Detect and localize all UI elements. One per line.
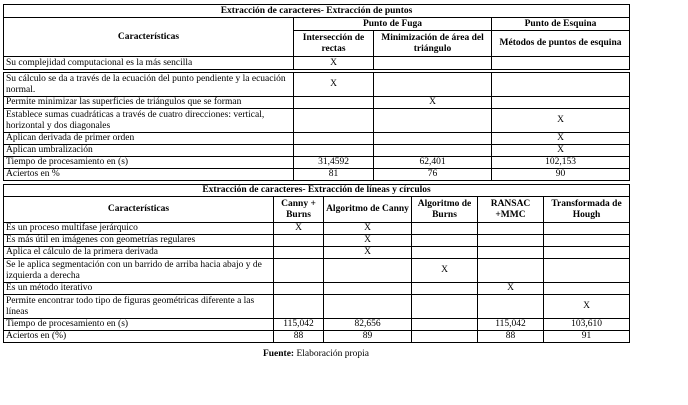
- cell-value: 91: [544, 331, 630, 343]
- cell-value: X: [324, 247, 412, 259]
- cell-value: [294, 145, 374, 157]
- cell-value: 115,042: [274, 319, 324, 331]
- row-label: Aplica el cálculo de la primera derivada: [4, 247, 274, 259]
- cell-value: [274, 259, 324, 283]
- row-label: Aplican derivada de primer orden: [4, 133, 294, 145]
- cell-value: 76: [374, 169, 492, 181]
- cell-value: X: [544, 295, 630, 319]
- row-label: Es un proceso multifase jerárquico: [4, 223, 274, 235]
- cell-value: [274, 283, 324, 295]
- row-label: Es un método iterativo: [4, 283, 274, 295]
- cell-value: [544, 259, 630, 283]
- row-label: Es más útil en imágenes con geometrías regulares: [4, 235, 274, 247]
- cell-value: [324, 283, 412, 295]
- table-row: [4, 73, 630, 97]
- points-extraction-table: [3, 4, 630, 181]
- cell-value: X: [374, 97, 492, 109]
- row-label: Aplican umbralización: [4, 145, 294, 157]
- col-header-minimizacion: Minimización de área del triángulo: [374, 31, 492, 57]
- cell-value: [374, 73, 492, 97]
- group-header-punto-de-fuga: Punto de Fuga: [294, 18, 492, 31]
- table-row: [4, 247, 630, 259]
- col-header-burns: Algoritmo de Burns: [412, 197, 478, 223]
- cell-value: X: [478, 283, 544, 295]
- cell-value: [374, 109, 492, 133]
- cell-value: 89: [324, 331, 412, 343]
- cell-value: [412, 247, 478, 259]
- table1-characteristics-header: Características: [4, 18, 294, 57]
- cell-value: 62,401: [374, 157, 492, 169]
- cell-value: [274, 247, 324, 259]
- cell-value: [412, 223, 478, 235]
- cell-value: [412, 235, 478, 247]
- table-row: [4, 157, 630, 169]
- cell-value: [478, 247, 544, 259]
- col-header-interseccion: Intersección de rectas: [294, 31, 374, 57]
- cell-value: X: [324, 223, 412, 235]
- cell-value: [274, 295, 324, 319]
- cell-value: 81: [294, 169, 374, 181]
- cell-value: [412, 295, 478, 319]
- group-header-punto-de-esquina: Punto de Esquina: [492, 18, 630, 31]
- cell-value: X: [492, 109, 630, 133]
- col-header-canny-burns: Canny + Burns: [274, 197, 324, 223]
- row-label: Aciertos en (%): [4, 331, 274, 343]
- table2-title: Extracción de caracteres- Extracción de líneas y círculos: [4, 185, 630, 197]
- cell-value: [492, 73, 630, 97]
- cell-value: [544, 223, 630, 235]
- table-row: [4, 97, 630, 109]
- cell-value: X: [492, 133, 630, 145]
- cell-value: 88: [274, 331, 324, 343]
- cell-value: [412, 283, 478, 295]
- row-label: Su cálculo se da a través de la ecuación del punto pendiente y la ecuación normal.: [4, 73, 294, 97]
- table-row: [4, 109, 630, 133]
- cell-value: 102,153: [492, 157, 630, 169]
- row-label: Se le aplica segmentación con un barrido de arriba hacia abajo y de izquierda a derecha: [4, 259, 274, 283]
- col-header-ransac: RANSAC +MMC: [478, 197, 544, 223]
- cell-value: [324, 259, 412, 283]
- row-label: Tiempo de procesamiento en (s): [4, 157, 294, 169]
- cell-value: [294, 109, 374, 133]
- table-row: [4, 223, 630, 235]
- cell-value: 90: [492, 169, 630, 181]
- table-row: [4, 235, 630, 247]
- cell-value: [294, 133, 374, 145]
- row-label: Su complejidad computacional es la más sencilla: [4, 57, 294, 70]
- cell-value: [374, 57, 492, 70]
- col-header-esquina: Métodos de puntos de esquina: [492, 31, 630, 57]
- col-header-hough: Transformada de Hough: [544, 197, 630, 223]
- source-caption: [3, 349, 629, 359]
- table-row: [4, 295, 630, 319]
- table-row: [4, 319, 630, 331]
- cell-value: X: [294, 57, 374, 70]
- table1-title: Extracción de caracteres- Extracción de puntos: [4, 5, 630, 18]
- cell-value: [492, 57, 630, 70]
- cell-value: [324, 295, 412, 319]
- cell-value: [478, 259, 544, 283]
- cell-value: 88: [478, 331, 544, 343]
- cell-value: 31,4592: [294, 157, 374, 169]
- table-row: [4, 133, 630, 145]
- cell-value: [478, 223, 544, 235]
- cell-value: [374, 133, 492, 145]
- cell-value: [492, 97, 630, 109]
- cell-value: [478, 295, 544, 319]
- cell-value: [294, 97, 374, 109]
- col-header-canny: Algoritmo de Canny: [324, 197, 412, 223]
- table-row: [4, 259, 630, 283]
- row-label: Tiempo de procesamiento en (s): [4, 319, 274, 331]
- cell-value: 82,656: [324, 319, 412, 331]
- row-label: Establece sumas cuadráticas a través de cuatro direcciones: vertical, horizontal y dos diagonales: [4, 109, 294, 133]
- table-row: [4, 145, 630, 157]
- table-row: [4, 283, 630, 295]
- cell-value: X: [294, 73, 374, 97]
- cell-value: [478, 235, 544, 247]
- cell-value: [544, 283, 630, 295]
- source-label: Fuente:: [262, 349, 295, 359]
- row-label: Permite encontrar todo tipo de figuras geométricas diferente a las líneas: [4, 295, 274, 319]
- row-label: Aciertos en %: [4, 169, 294, 181]
- source-text: Elaboración propia: [296, 349, 370, 359]
- cell-value: [544, 247, 630, 259]
- cell-value: [412, 331, 478, 343]
- cell-value: [544, 235, 630, 247]
- row-label: Permite minimizar las superficies de triángulos que se forman: [4, 97, 294, 109]
- cell-value: [274, 235, 324, 247]
- table-row: [4, 57, 630, 70]
- cell-value: X: [324, 235, 412, 247]
- cell-value: X: [274, 223, 324, 235]
- cell-value: [374, 145, 492, 157]
- table-row: [4, 331, 630, 343]
- cell-value: 103,610: [544, 319, 630, 331]
- table2-characteristics-header: Características: [4, 197, 274, 223]
- cell-value: X: [492, 145, 630, 157]
- lines-circles-extraction-table: [3, 184, 630, 343]
- cell-value: [412, 319, 478, 331]
- cell-value: X: [412, 259, 478, 283]
- table-row: [4, 169, 630, 181]
- cell-value: 115,042: [478, 319, 544, 331]
